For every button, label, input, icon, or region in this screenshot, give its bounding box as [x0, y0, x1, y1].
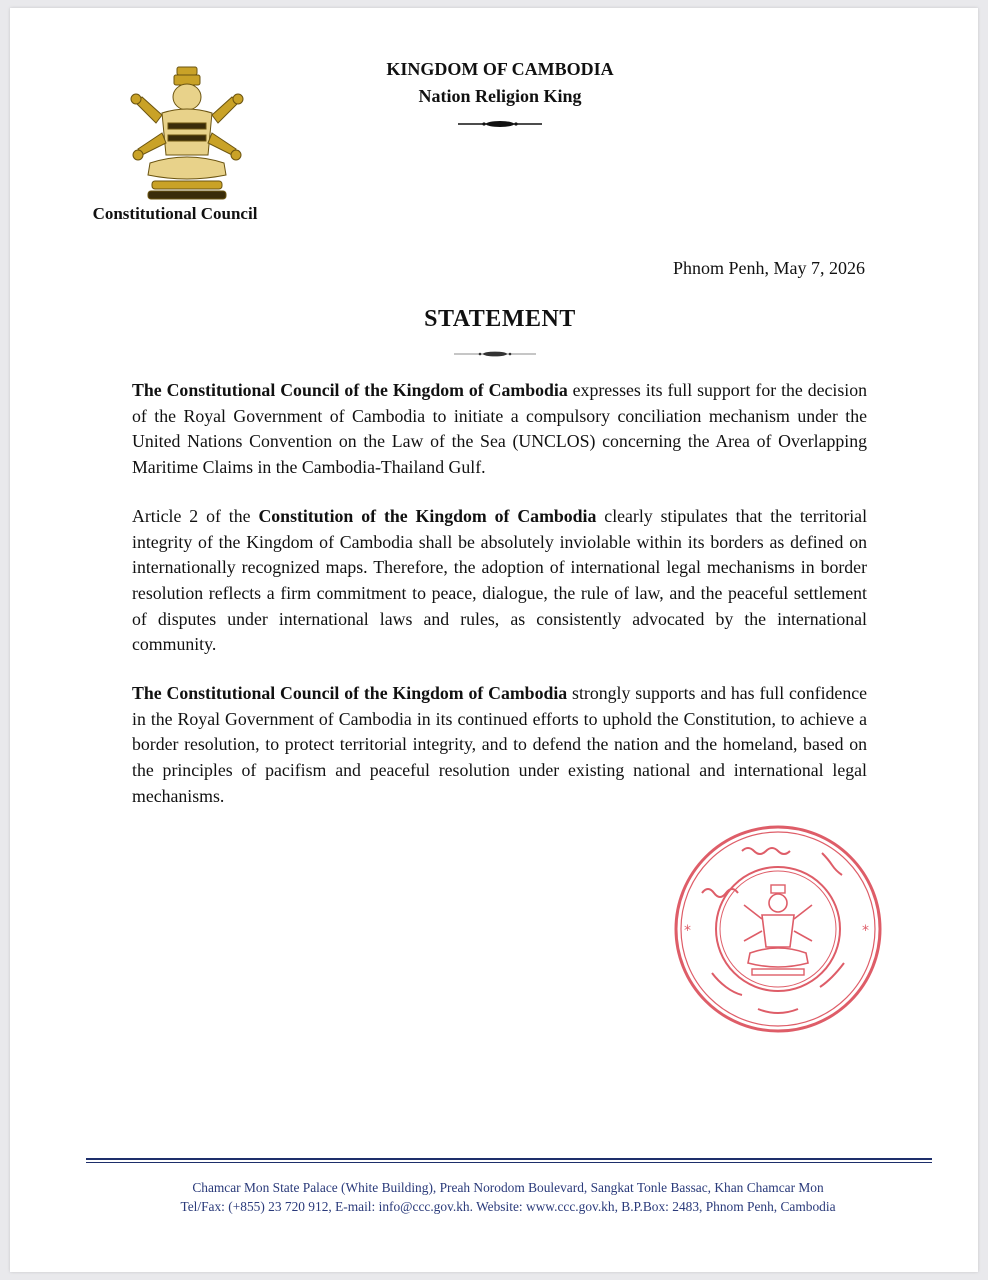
official-seal-icon: [672, 823, 884, 1035]
statement-body: [132, 378, 867, 833]
issuer-name: Constitutional Council: [92, 204, 258, 223]
footer-address: Chamcar Mon State Palace (White Building), Preah Norodom Boulevard, Sangkat Tonle Bassac, Khan Chamcar Mon: [192, 1180, 824, 1195]
paragraph-3-text: strongly supports and has full confidence in the Royal Government of Cambodia in its continued efforts to uphold the Constitution, to achieve a border resolution, to protect territorial integrity, and to defend the nation and the homeland, based on the principles of pacifism and peaceful resolution under existing national and international legal mechanisms.: [132, 683, 867, 806]
paragraph-2: [132, 504, 867, 658]
document-title: STATEMENT: [424, 306, 576, 332]
document-page: [10, 8, 978, 1272]
paragraph-1: [132, 378, 867, 481]
paragraph-3-bold: The Constitutional Council of the Kingdom of Cambodia: [132, 683, 568, 704]
ornament-divider-icon: [454, 349, 536, 359]
paragraph-1-bold: The Constitutional Council of the Kingdom of Cambodia: [132, 380, 568, 400]
national-motto: Nation Religion King: [418, 86, 582, 106]
svg-text:*: *: [862, 923, 869, 939]
footer: [70, 1178, 946, 1216]
footer-contact: Tel/Fax: (+855) 23 720 912, E-mail: info@ccc.gov.kh. Website: www.ccc.gov.kh, B.P.Box: 2483, Phnom Penh, Cambodia: [180, 1199, 836, 1214]
paragraph-2-bold: Constitution of the Kingdom of Cambodia: [258, 505, 597, 526]
brahma-emblem-icon: [122, 63, 252, 208]
date-line: Phnom Penh, May 7, 2026: [672, 258, 865, 278]
paragraph-3: [132, 681, 867, 810]
footer-rule: [86, 1158, 932, 1163]
country-name: KINGDOM OF CAMBODIA: [386, 59, 614, 79]
paragraph-1-text: expresses its full support for the decision of the Royal Government of Cambodia to initiate a compulsory conciliation mechanism under the United Nations Convention on the Law of the Sea (UNCLOS) concerning the Area of Overlapping Maritime Claims in the Cambodia-Thailand Gulf.: [132, 380, 867, 478]
paragraph-2-pre: Article 2 of the: [132, 505, 259, 526]
paragraph-2-text: clearly stipulates that the territorial integrity of the Kingdom of Cambodia shall be absolutely inviolable within its borders as defined on internationally recognized maps. Therefore, the adoption of international legal mechanisms in border resolution reflects a firm commitment to peace, dialogue, the rule of law, and the peaceful settlement of disputes under international laws and rules, as consistently advocated by the international community.: [132, 505, 868, 655]
svg-text:*: *: [684, 923, 691, 939]
ornament-divider-icon: [458, 118, 542, 130]
